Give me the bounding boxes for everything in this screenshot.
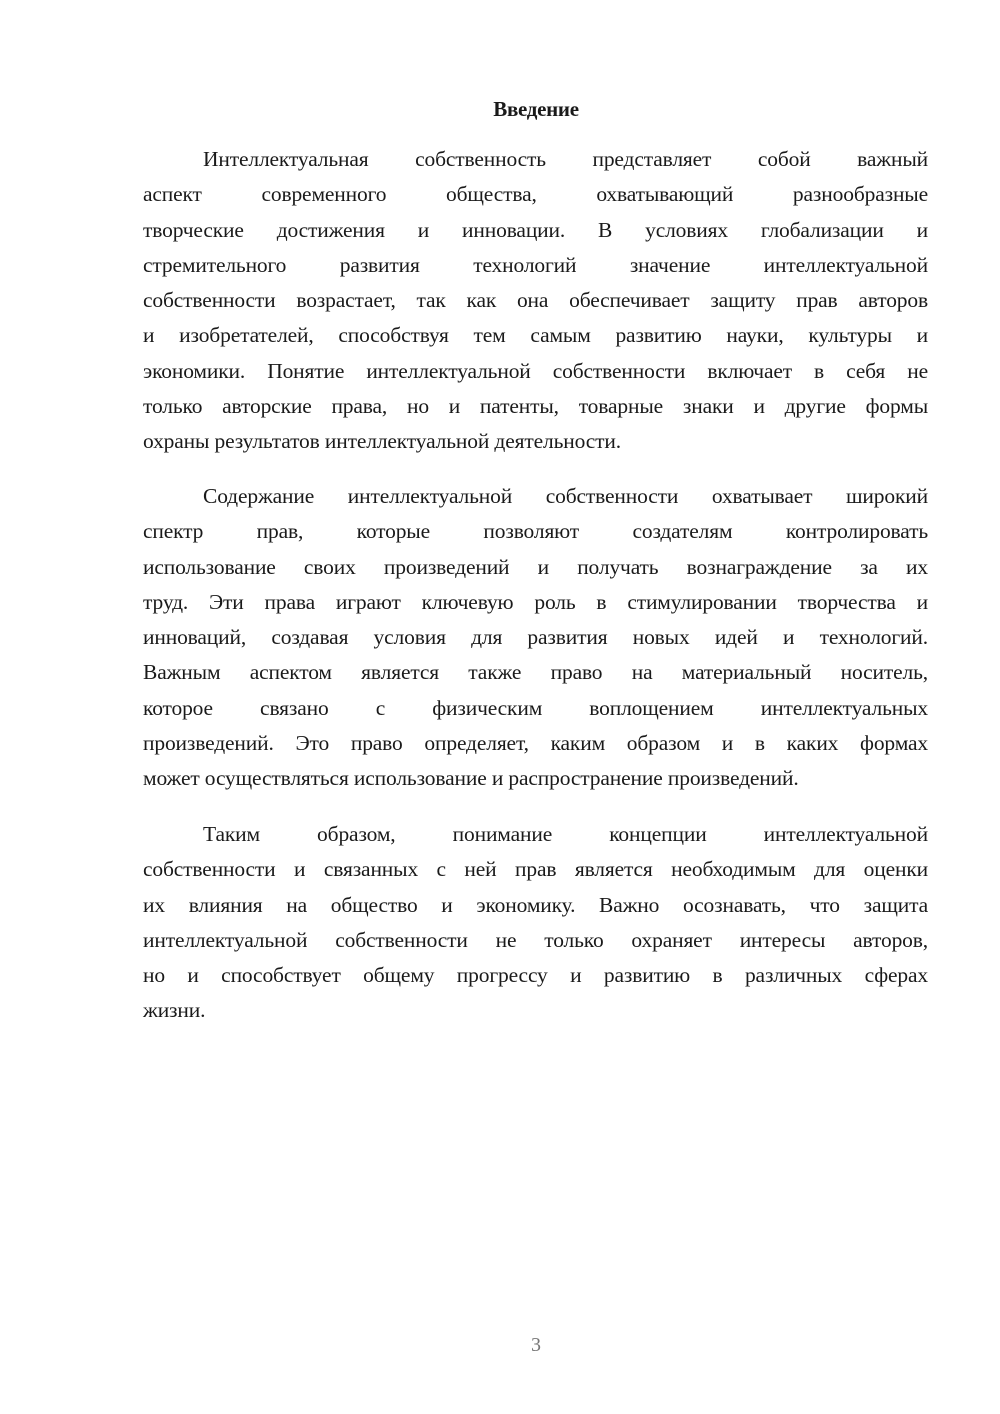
text-line: собственности возрастает, так как она обеспечивает защиту прав авторов: [143, 288, 928, 313]
paragraph-3: [143, 817, 928, 1029]
text-line: и изобретателей, способствуя тем самым развитию науки, культуры и: [143, 323, 928, 348]
text-line: стремительного развития технологий значение интеллектуальной: [143, 252, 928, 277]
text-line: охраны результатов интеллектуальной деятельности.: [143, 429, 621, 454]
text-line: интеллектуальной собственности не только охраняет интересы авторов,: [143, 927, 928, 952]
text-line: Интеллектуальная собственность представляет собой важный: [203, 147, 928, 171]
text-line: Таким образом, понимание концепции интеллектуальной: [203, 822, 928, 846]
paragraph-1: [143, 142, 928, 460]
text-line: спектр прав, которые позволяют создателям контролировать: [143, 519, 928, 544]
text-line: творческие достижения и инновации. В условиях глобализации и: [143, 217, 928, 242]
text-line: экономики. Понятие интеллектуальной собственности включает в себя не: [143, 358, 928, 383]
text-line: только авторские права, но и патенты, товарные знаки и другие формы: [143, 394, 928, 419]
section-title: Введение: [493, 97, 579, 121]
text-line: жизни.: [143, 998, 206, 1023]
text-line: собственности и связанных с ней прав является необходимым для оценки: [143, 857, 928, 882]
text-line: которое связано с физическим воплощением интеллектуальных: [143, 695, 928, 720]
text-line: но и способствует общему прогрессу и развитию в различных сферах: [143, 963, 928, 988]
text-line: Содержание интеллектуальной собственности охватывает широкий: [203, 484, 928, 508]
text-line: может осуществляться использование и распространение произведений.: [143, 766, 799, 791]
page-number: 3: [531, 1334, 541, 1356]
text-line: произведений. Это право определяет, каким образом и в каких формах: [143, 731, 928, 756]
paragraph-2: [143, 479, 928, 797]
text-line: инноваций, создавая условия для развития новых идей и технологий.: [143, 625, 928, 650]
text-line: труд. Эти права играют ключевую роль в стимулировании творчества и: [143, 589, 928, 614]
text-line: их влияния на общество и экономику. Важно осознавать, что защита: [143, 892, 928, 917]
text-line: использование своих произведений и получать вознаграждение за их: [143, 554, 928, 579]
text-line: Важным аспектом является также право на материальный носитель,: [143, 660, 928, 685]
text-line: аспект современного общества, охватывающий разнообразные: [143, 182, 928, 207]
